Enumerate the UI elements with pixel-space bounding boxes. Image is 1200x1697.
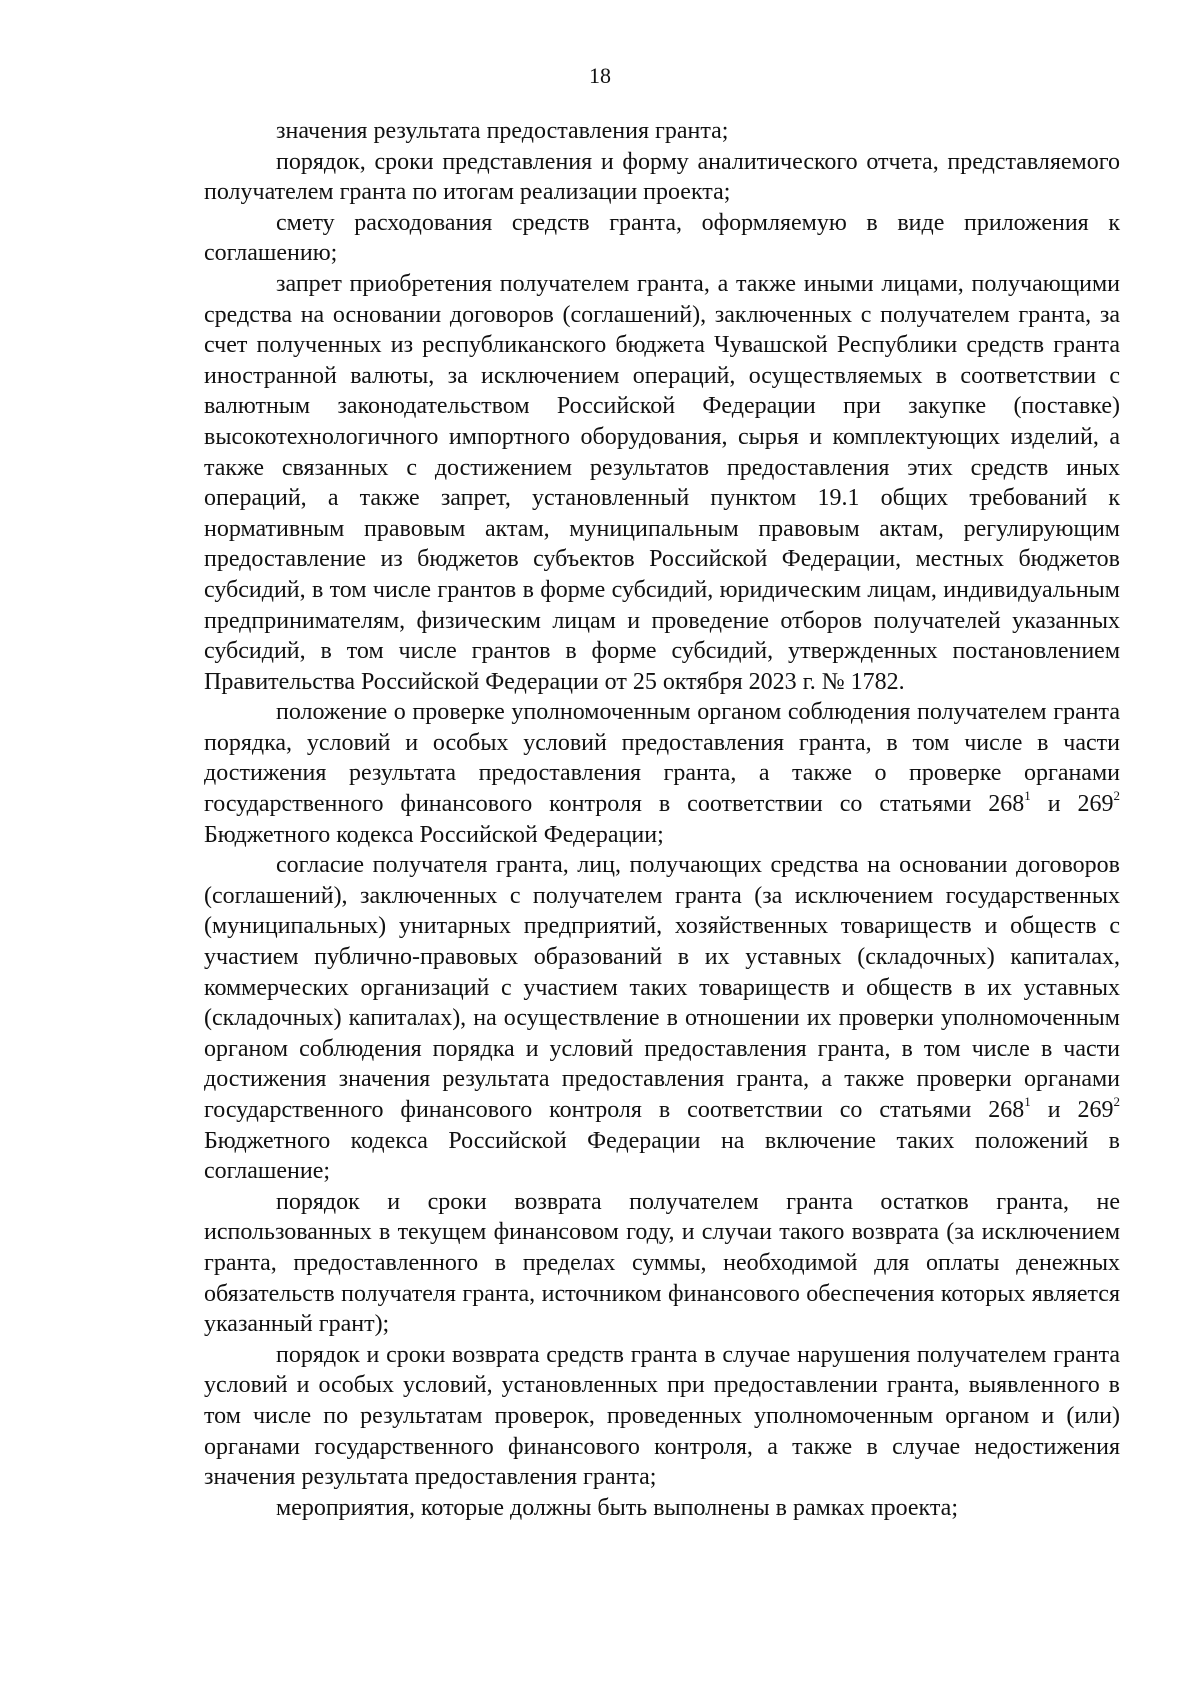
- paragraph-result-value: значения результата предоставления гранта;: [276, 118, 729, 144]
- paragraph-project-activities: мероприятия, которые должны быть выполнены в рамках проекта;: [276, 1494, 958, 1521]
- paragraph-currency-ban: запрет приобретения получателем гранта, а также иными лицами, получающими средства на основании договоров (соглашений), заключенных с получателем гранта, за счет полученных из республиканского бюджета Чувашской Республики средств гранта иностранной валюты, за исключением операций, осуществляемых в соответствии с валютным законодательством Российской Федерации при закупке (поставке) высокотехнологичного импортного оборудования, сырья и комплектующих изделий, а также связанных с достижением результатов предоставления этих средств иных операций, а также запрет, установленный пунктом 19.1 общих требований к нормативным правовым актам, муниципальным правовым актам, регулирующим предоставление из бюджетов субъектов Российской Федерации, местных бюджетов субсидий, в том числе грантов в форме субсидий, юридическим лицам, индивидуальным предпринимателям, физическим лицам и проведение отборов получателей указанных субсидий, в том числе грантов в форме субсидий, утвержденных постановлением Правительства Российской Федерации от 25 октября 2023 г. № 1782.: [204, 270, 1120, 695]
- inspection-text-mid: и 269: [1030, 791, 1114, 818]
- paragraph-budget-estimate: смету расходования средств гранта, оформляемую в виде приложения к соглашению;: [204, 209, 1120, 267]
- inspection-text-end: Бюджетного кодекса Российской Федерации;: [204, 821, 664, 848]
- page-number: 18: [589, 63, 611, 88]
- inspection-text-start: положение о проверке уполномоченным органом соблюдения получателем гранта порядка, условий и особых условий предоставления гранта, в том числе в части достижения результата предоставления гранта, а также о проверке органами государственного финансового контроля в соответствии со статьями 268: [204, 699, 1120, 818]
- paragraph-remainder-return: порядок и сроки возврата получателем гранта остатков гранта, не использованных в текущем финансовом году, и случаи такого возврата (за исключением гранта, предоставленного в пределах суммы, необходимой для оплаты денежных обязательств получателя гранта, источником финансового обеспечения которых является указанный грант);: [204, 1188, 1120, 1338]
- consent-sup-1: 1: [1024, 1094, 1031, 1109]
- consent-sup-2: 2: [1113, 1094, 1120, 1109]
- consent-text-mid: и 269: [1030, 1097, 1114, 1123]
- document-body: [204, 116, 1120, 1523]
- paragraph-inspection-provision: [204, 697, 1120, 850]
- paragraph-report-order: порядок, сроки представления и форму аналитического отчета, представляемого получателем гранта по итогам реализации проекта;: [204, 148, 1120, 206]
- inspection-sup-2: 2: [1113, 788, 1120, 804]
- consent-text-end: Бюджетного кодекса Российской Федерации на включение таких положений в соглашение;: [204, 1127, 1120, 1185]
- paragraph-consent: [204, 850, 1120, 1187]
- consent-text-start: согласие получателя гранта, лиц, получающих средства на основании договоров (соглашений), заключенных с получателем гранта (за исключением государственных (муниципальных) унитарных предприятий, хозяйственных товариществ и обществ с участием публично-правовых образований в их уставных (складочных) капиталах, коммерческих организаций с участием таких товариществ и обществ в их уставных (складочных) капиталах), на осуществление в отношении их проверки уполномоченным органом соблюдения порядка и условий предоставления гранта, в том числе в части достижения значения результата предоставления гранта, а также проверки органами государственного финансового контроля в соответствии со статьями 268: [204, 852, 1120, 1123]
- paragraph-violation-return: порядок и сроки возврата средств гранта в случае нарушения получателем гранта условий и особых условий, установленных при предоставлении гранта, выявленного в том числе по результатам проверок, проведенных уполномоченным органом и (или) органами государственного финансового контроля, а также в случае недостижения значения результата предоставления гранта;: [204, 1341, 1120, 1491]
- inspection-sup-1: 1: [1024, 788, 1031, 804]
